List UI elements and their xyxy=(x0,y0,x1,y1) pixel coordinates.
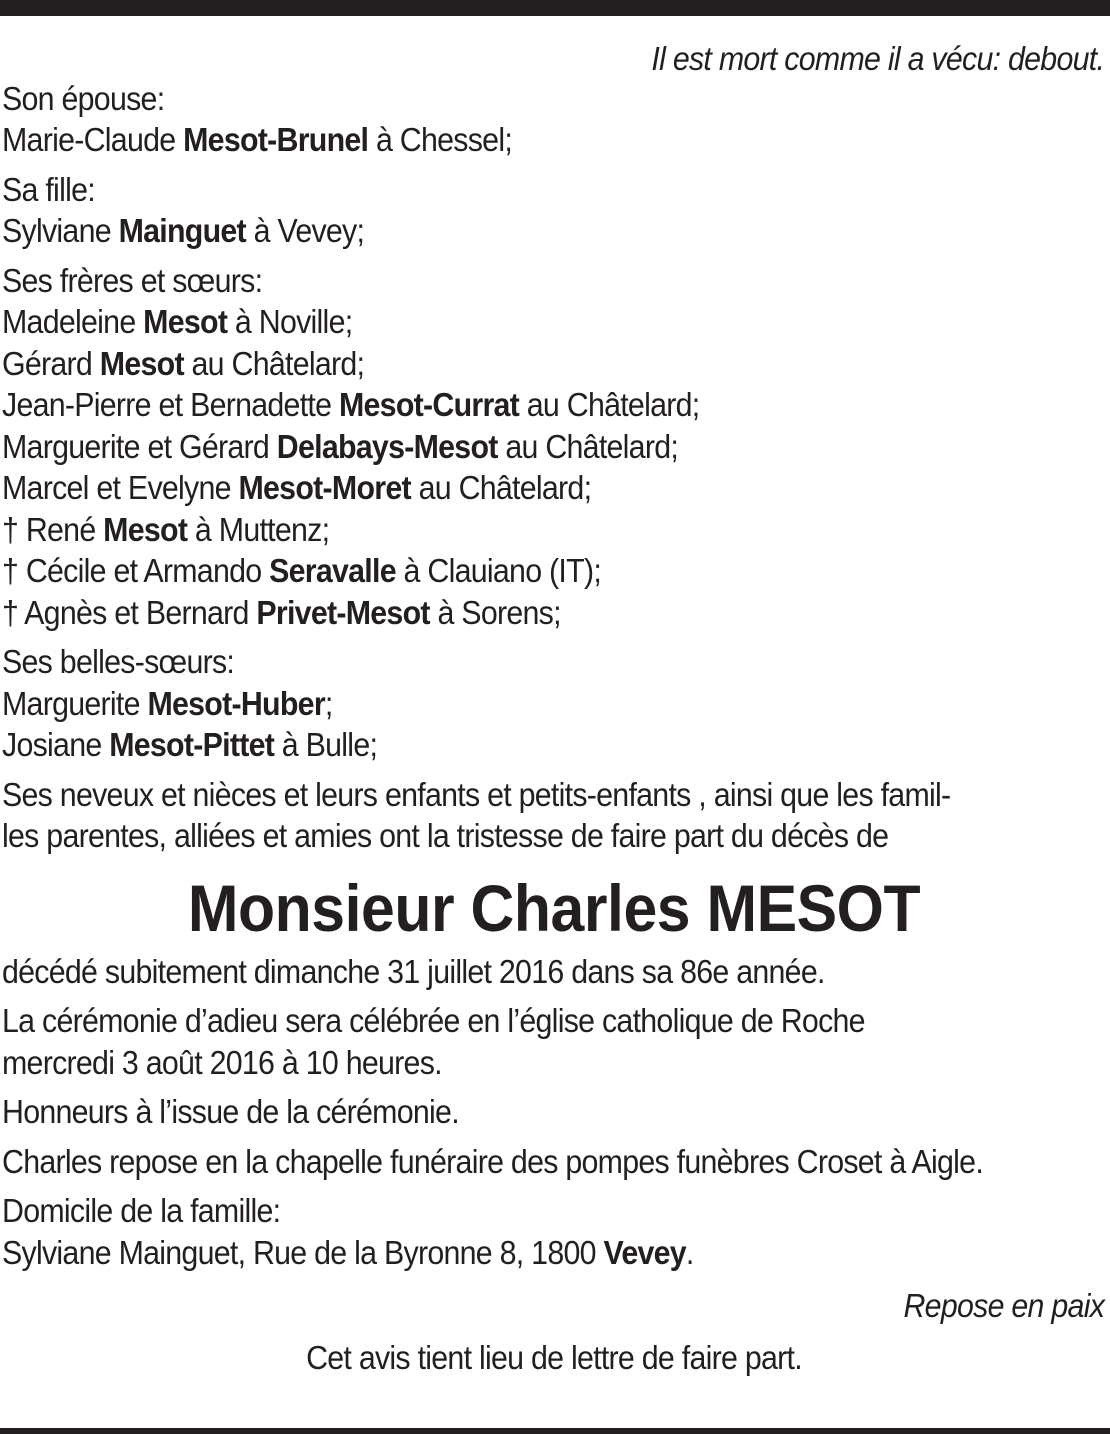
sister-in-law-place: ; xyxy=(324,684,333,722)
notice: Cet avis tient lieu de lettre de faire part. xyxy=(306,1338,802,1376)
sibling-first-name: Marguerite et Gérard xyxy=(2,427,277,465)
spouse-first-name: Marie-Claude xyxy=(2,121,184,158)
death-notice: décédé subitement dimanche 31 juillet 2016 dans sa 86e année. xyxy=(2,952,825,990)
sibling-place: au Châtelard; xyxy=(519,386,700,423)
sibling-last-name: Mesot-Moret xyxy=(238,469,411,506)
sibling-first-name: Marcel et Evelyne xyxy=(2,469,239,506)
daughter-section xyxy=(2,169,1106,252)
sibling-last-name: Delabays-Mesot xyxy=(276,427,498,465)
rest-place-note: Charles repose en la chapelle funéraire des pompes funèbres Croset à Aigle. xyxy=(2,1142,984,1180)
sister-in-law-first-name: Josiane xyxy=(2,726,110,763)
domicile-heading: Domicile de la famille: xyxy=(2,1192,281,1229)
sisters-in-law-section xyxy=(2,641,1106,766)
sibling-first-name: Madeleine xyxy=(2,303,144,340)
sibling-entry xyxy=(2,426,1106,468)
sibling-last-name: Privet-Mesot xyxy=(256,593,430,631)
spouse-entry xyxy=(2,119,1106,161)
daughter-entry xyxy=(2,210,1106,252)
sibling-entry xyxy=(2,467,1106,509)
sibling-first-name: † Cécile et Armando xyxy=(2,552,270,589)
sibling-place: au Châtelard; xyxy=(183,344,365,382)
obituary-body xyxy=(2,38,1106,1378)
sibling-entry xyxy=(2,592,1106,634)
sister-in-law-entry xyxy=(2,683,1106,725)
ceremony-paragraph xyxy=(2,1000,1106,1083)
sibling-first-name: † Agnès et Bernard xyxy=(2,593,257,631)
closing-line: Ses neveux et nièces et leurs enfants et petits-enfants , ainsi que les famil- xyxy=(2,775,951,813)
sister-in-law-last-name: Mesot-Pittet xyxy=(109,726,275,763)
top-rule xyxy=(0,0,1110,16)
domicile-street: Sylviane Mainguet, Rue de la Byronne 8, 1800 xyxy=(2,1233,604,1271)
spouse-section xyxy=(2,78,1106,161)
daughter-place: à Vevey; xyxy=(245,212,365,249)
siblings-section xyxy=(2,260,1106,634)
sibling-place: à Sorens; xyxy=(429,593,561,631)
ceremony-line: La cérémonie d’adieu sera célébrée en l’église catholique de Roche xyxy=(2,1002,865,1039)
sibling-last-name: Mesot-Currat xyxy=(338,386,520,423)
closing-paragraph xyxy=(2,774,1106,857)
sister-in-law-place: à Bulle; xyxy=(274,726,378,763)
sibling-first-name: Gérard xyxy=(2,344,100,382)
sibling-last-name: Seravalle xyxy=(269,552,396,589)
deceased-name: Monsieur Charles MESOT xyxy=(187,870,921,945)
domicile-section xyxy=(2,1190,1106,1273)
domicile-city: Vevey xyxy=(603,1233,686,1271)
spouse-last-name: Mesot-Brunel xyxy=(183,121,369,158)
sibling-entry xyxy=(2,301,1106,343)
honours-note: Honneurs à l’issue de la cérémonie. xyxy=(2,1093,459,1130)
sister-in-law-entry xyxy=(2,724,1106,766)
sisters-in-law-heading: Ses belles-sœurs: xyxy=(2,643,235,680)
sibling-first-name: † René xyxy=(2,510,104,548)
siblings-heading: Ses frères et sœurs: xyxy=(2,261,263,299)
sibling-place: au Châtelard; xyxy=(497,427,679,465)
sibling-entry xyxy=(2,384,1106,426)
sibling-entry xyxy=(2,509,1106,551)
daughter-last-name: Mainguet xyxy=(118,212,246,249)
domicile-address xyxy=(2,1232,1106,1274)
domicile-end: . xyxy=(685,1233,694,1271)
spouse-place: à Chessel; xyxy=(368,121,513,158)
daughter-heading: Sa fille: xyxy=(2,170,95,208)
farewell: Repose en paix xyxy=(903,1287,1105,1324)
sibling-entry xyxy=(2,550,1106,592)
ceremony-line: mercredi 3 août 2016 à 10 heures. xyxy=(2,1043,442,1081)
daughter-first-name: Sylviane xyxy=(2,212,119,249)
sibling-last-name: Mesot xyxy=(103,510,188,548)
sister-in-law-last-name: Mesot-Huber xyxy=(147,684,325,722)
spouse-heading: Son épouse: xyxy=(2,79,165,117)
sibling-first-name: Jean-Pierre et Bernadette xyxy=(2,386,339,423)
sibling-last-name: Mesot xyxy=(143,303,228,340)
sibling-place: à Noville; xyxy=(227,303,353,340)
sibling-place: à Clauiano (IT); xyxy=(395,552,602,589)
closing-line: les parentes, alliées et amies ont la tristesse de faire part du décès de xyxy=(2,817,889,854)
sibling-place: au Châtelard; xyxy=(410,469,592,506)
sibling-place: à Muttenz; xyxy=(187,510,330,548)
epigraph: Il est mort comme il a vécu: debout. xyxy=(651,40,1105,77)
bottom-rule xyxy=(0,1428,1110,1434)
sibling-last-name: Mesot xyxy=(99,344,184,382)
sibling-entry xyxy=(2,343,1106,385)
sister-in-law-first-name: Marguerite xyxy=(2,684,148,722)
